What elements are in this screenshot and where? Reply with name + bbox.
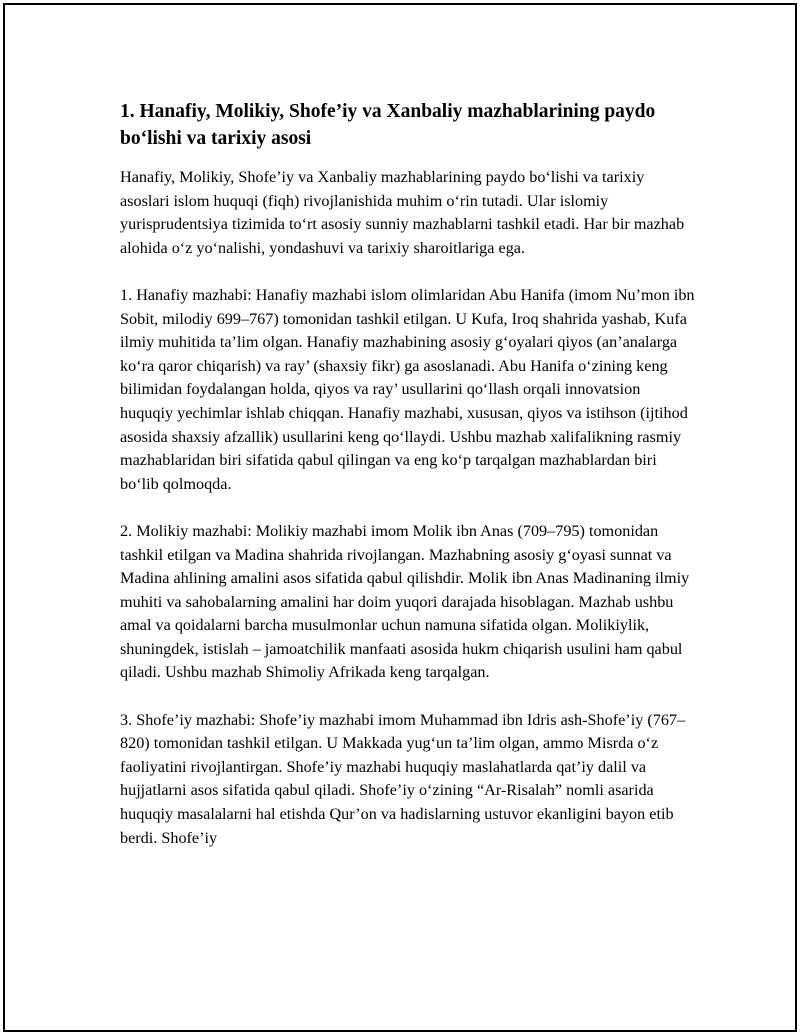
section-heading: 1. Hanafiy, Molikiy, Shofe’iy va Xanbaliy mazhablarining paydo bo‘lishi va tarixiy asosi [120, 101, 656, 149]
document-body [120, 98, 695, 874]
paragraph-hanafiy: 1. Hanafiy mazhabi: Hanafiy mazhabi islom olimlaridan Abu Hanifa (imom Nu’mon ibn Sobit, milodiy 699–767) tomonidan tashkil etilgan. U Kufa, Iroq shahrida yashab, Kufa ilmiy muhitida ta’lim olgan. Hanafiy mazhabining asosiy g‘oyalari qiyos (an’analarga ko‘ra qaror chiqarish) va ray’ (shaxsiy fikr) ga asoslanadi. Abu Hanifa o‘zining keng bilimidan foydalangan holda, qiyos va ray’ usullarini qo‘llash orqali innovatsion huquqiy yechimlar ishlab chiqqan. Hanafiy mazhabi, xususan, qiyos va istihson (ijtihod asosida shaxsiy afzallik) usullarini keng qo‘llaydi. Ushbu mazhab xalifalikning rasmiy mazhablaridan biri sifatida qabul qilingan va eng ko‘p tarqalgan mazhablardan biri bo‘lib qolmoqda. [120, 285, 695, 493]
paragraph-shofeiy: 3. Shofe’iy mazhabi: Shofe’iy mazhabi imom Muhammad ibn Idris ash-Shofe’iy (767–820) tomonidan tashkil etilgan. U Makkada yug‘un ta’lim olgan, ammo Misrda o‘z faoliyatini rivojlantirgan. Shofe’iy mazhabi huquqiy maslahatlarda qat’iy dalil va hujjatlarni asos sifatida qabul qiladi. Shofe’iy o‘zining “Ar-Risalah” nomli asarida huquqiy masalalarni hal etishda Qur’on va hadislarning ustuvor ekanligini bayon etib berdi. Shofe’iy [120, 710, 686, 847]
paragraph-intro: Hanafiy, Molikiy, Shofe’iy va Xanbaliy mazhablarining paydo bo‘lishi va tarixiy asoslari islom huquqi (fiqh) rivojlanishida muhim o‘rin tutadi. Ular islomiy yurisprudentsiya tizimida to‘rt asosiy sunniy mazhablarni tashkil etadi. Har bir mazhab alohida o‘z yo‘nalishi, yondashuvi va tarixiy sharoitlariga ega. [120, 168, 685, 257]
paragraph-molikiy: 2. Molikiy mazhabi: Molikiy mazhabi imom Molik ibn Anas (709–795) tomonidan tashkil etilgan va Madina shahrida rivojlangan. Mazhabning asosiy g‘oyasi sunnat va Madina ahlining amalini asos sifatida qabul qilishdir. Molik ibn Anas Madinaning ilmiy muhiti va sahobalarning amalini har doim yuqori darajada hisoblagan. Mazhab ushbu amal va qoidalarni barcha musulmonlar uchun namuna sifatida olgan. Molikiylik, shuningdek, istislah – jamoatchilik manfaati asosida hukm chiqarish usulini ham qabul qiladi. Ushbu mazhab Shimoliy Afrikada keng tarqalgan. [120, 521, 690, 682]
document-page [3, 3, 797, 1032]
